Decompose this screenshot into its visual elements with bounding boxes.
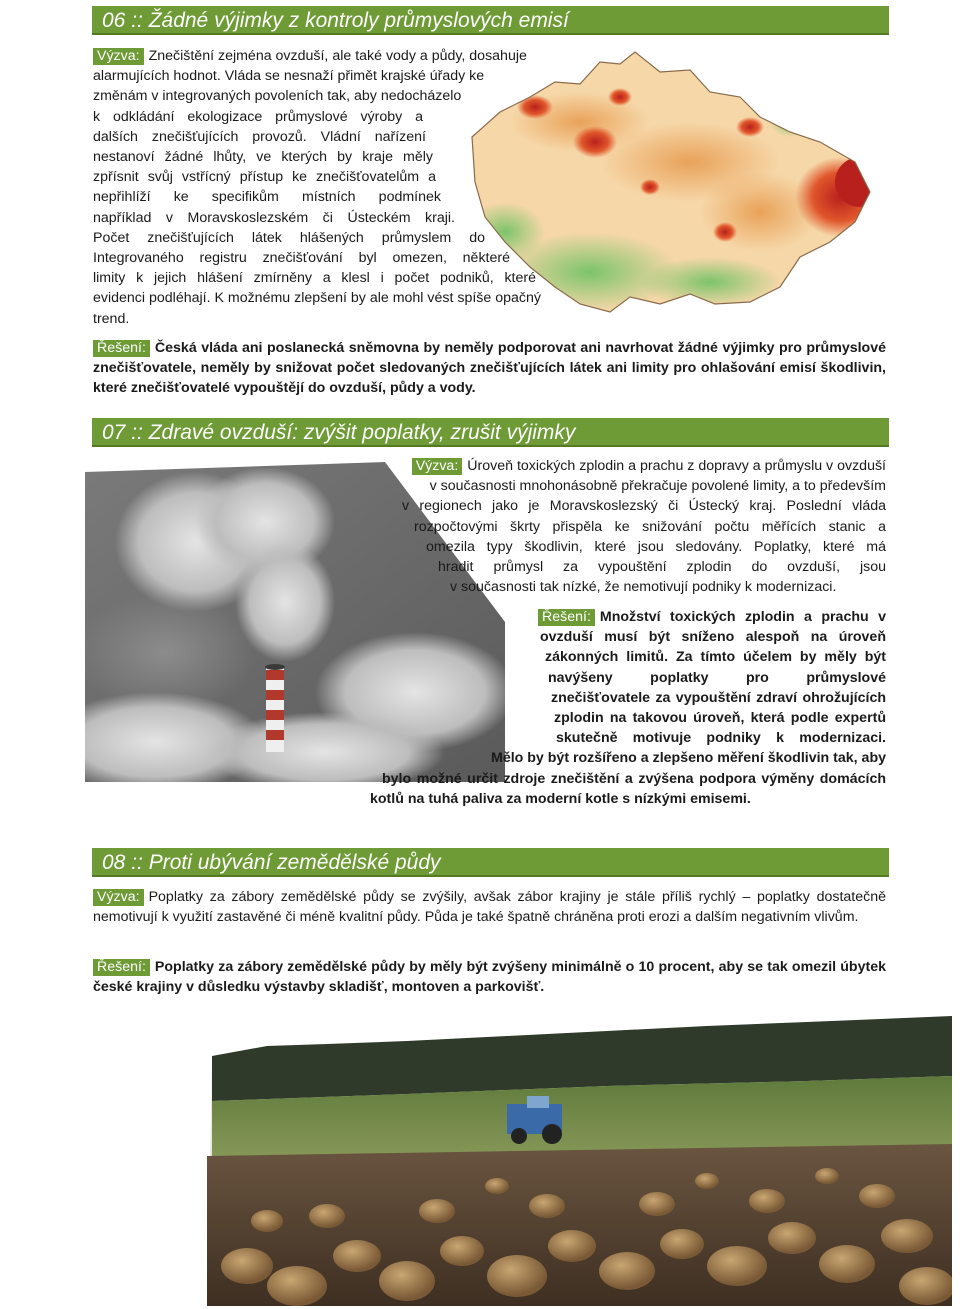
text-line: k odkládání ekologizace průmyslové výroby a [93,108,423,125]
text-line: evidenci podléhají. K možnému zlepšení by ale mohl vést spíše opačný [93,290,541,307]
solution-text: Česká vláda ani poslanecká sněmovna by neměly podporovat ani navrhovat žádné výjimky pro průmyslové znečišťovatele, neměly by snižovat počet sledovaných znečišťujících látek ani limity pro ohlašování emisí škodlivin, které znečišťovatelé vypouštějí do ovzduší, půdy a vody. [93,340,886,397]
solution-text: Poplatky za zábory zemědělské půdy by měly být zvýšeny minimálně o 10 procent, aby se tak omezil úbytek české krajiny v důsledku výstavby skladišť, montoven a parkovišť. [93,959,886,996]
text-line: trend. [93,310,130,327]
text-line: zplodin na takovou úroveň, která podle expertů [554,710,886,727]
s06-solution-label: Řešení: [93,340,150,357]
text-line: alarmujících hodnot. Vláda se nesnaží přimět krajské úřady ke [93,68,485,85]
text-line: Znečištění zejména ovzduší, ale také vody a půdy, dosahuje [148,48,527,64]
s07-solution [370,607,886,809]
text-line: limity k jejich hlášení zmírněny a klesl i počet podniků, které [93,270,536,287]
text-line: navýšeny poplatky pro průmyslové [548,669,886,686]
text-line: zpřísnit svůj vstřícný přístup ke znečišťovatelům a [93,169,436,186]
section-07-title: 07 :: Zdravé ovzduší: zvýšit poplatky, zrušit výjimky [92,418,889,447]
text-line: nepřihlíží ke specifikům místních podmínek [93,189,441,206]
s08-solution-label: Řešení: [93,959,150,976]
potato-field-photo [207,1016,952,1306]
text-line: skutečně motivuje podniky k modernizaci. [556,730,886,747]
section-06-title: 06 :: Žádné výjimky z kontroly průmyslových emisí [92,6,889,35]
s08-solution [93,957,886,997]
s07-solution-label: Řešení: [538,609,595,626]
text-line: Množství toxických zplodin a prachu v [599,609,886,625]
text-line: zákonných limitů. Za tímto účelem by měly být [545,649,886,666]
s08-challenge [93,887,886,927]
text-line: Integrovaného registru znečišťování byl omezen, některé [93,250,510,267]
text-line: například v Moravskoslezském či Ústeckém kraji. [93,209,455,226]
s08-challenge-label: Výzva: [93,889,144,906]
text-line: rozpočtovými škrty přispěla ke snižování počtu měřících stanic a [414,518,886,535]
text-line: v současnosti tak nízké, že nemotivují podniky k modernizaci. [450,579,837,596]
text-line: kotlů na tuhá paliva za moderní kotle s nízkými emisemi. [370,790,751,807]
text-line: změnám v integrovaných povoleních tak, aby nedocházelo [93,88,462,105]
text-line: omezila typy škodlivin, které jsou sledovány. Poplatky, které má [426,538,886,555]
text-line: dalších znečišťujících provozů. Vládní nařízení [93,128,426,145]
s07-challenge-label: Výzva: [412,458,463,475]
text-line: ovzduší musí být sníženo alespoň na úroveň [540,629,886,646]
text-line: v regionech jako je Moravskoslezský či Ústecký kraj. Poslední vláda [402,498,886,515]
text-line: nestanoví žádné lhůty, ve kterých by kraje měly [93,149,433,166]
section-08-title: 08 :: Proti ubývání zemědělské půdy [92,848,889,877]
text-line: bylo možné určit zdroje znečištění a zvýšena podpora výměny domácích [382,770,886,787]
s07-challenge [380,456,886,597]
text-line: hradit průmysl za vypouštění zplodin do ovzduší, jsou [438,559,886,576]
text-line: Počet znečišťujících látek hlášených průmyslem do [93,229,485,246]
s06-challenge [93,46,573,329]
text-line: v současnosti mnohonásobně překračuje povolené limity, a to především [429,478,886,495]
s06-challenge-label: Výzva: [93,48,144,65]
text-line: Úroveň toxických zplodin a prachu z dopravy a průmyslu v ovzduší [467,458,886,474]
s06-solution [93,338,886,399]
challenge-text: Poplatky za zábory zemědělské půdy se zvýšily, avšak zábor krajiny je stále příliš rychlý – poplatky dostatečně nemotivují k využití zastavěné či méně kvalitní půdy. Půda je také špatně chráněna proti erozi a dalším negativním vlivům. [93,889,886,926]
text-line: Mělo by být rozšířeno a zlepšeno měření škodlivin tak, aby [491,750,886,767]
text-line: znečišťovatele za vypouštění zdraví ohrožujících [551,689,886,706]
